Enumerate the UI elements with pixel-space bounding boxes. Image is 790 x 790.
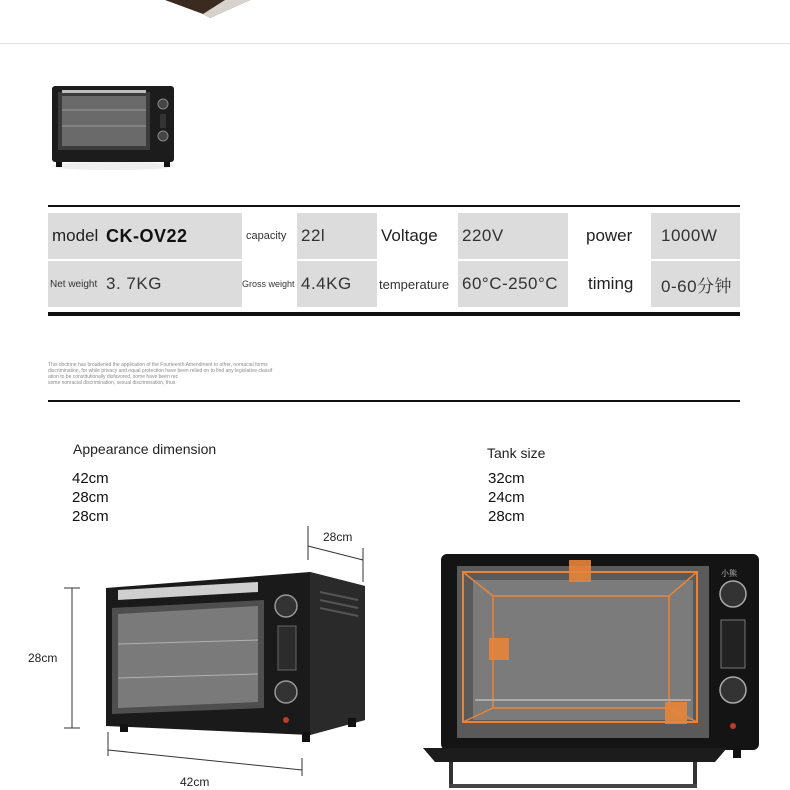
spec-table [48, 213, 740, 309]
oven-thumbnail-image [48, 80, 178, 170]
spec-bottom-rule [48, 312, 740, 316]
appearance-value: 28cm [72, 508, 109, 525]
spec-label-capacity: capacity [242, 213, 297, 259]
section-divider [48, 400, 740, 402]
spec-value-voltage: 220V [458, 213, 568, 259]
top-divider [0, 43, 790, 44]
appearance-value: 42cm [72, 470, 109, 487]
spec-label-model: model [48, 213, 102, 259]
tank-value: 24cm [488, 489, 525, 506]
tank-values [488, 469, 525, 526]
spec-row-1 [48, 213, 740, 259]
appearance-value: 28cm [72, 489, 109, 506]
spec-label-timing: timing [568, 261, 651, 307]
oven-open-tank-image [415, 550, 775, 790]
fine-print: This doctrine has broadened the application of the Fourteenth Amendment to other, nonracial forms discrimination, for while privacy and equal protection have been relied on to find any legislative classif ation to be constitutionally disfavored, some have been rec some nonracial discrimination, sexual discrimination, thus [48, 362, 273, 386]
spec-value-net-weight: 3. 7KG [102, 261, 242, 307]
spec-value-temperature: 60°C-250°C [458, 261, 568, 307]
oven-closed-image [20, 520, 400, 790]
spec-label-voltage: Voltage [377, 213, 458, 259]
spec-label-power: power [568, 213, 651, 259]
spec-label-temperature: temperature [377, 261, 458, 307]
width-measure-label: 42cm [180, 775, 210, 789]
appearance-values [72, 469, 109, 526]
height-measure-label: 28cm [28, 651, 58, 665]
spec-value-timing: 0-60分钟 [651, 261, 740, 307]
spec-value-gross-weight: 4.4KG [297, 261, 377, 307]
spec-top-rule [48, 205, 740, 207]
spec-label-net-weight: Net weight [48, 261, 102, 307]
brand-mark: 小熊 [721, 569, 737, 578]
spec-row-2 [48, 261, 740, 307]
top-cropped-image [165, 0, 250, 18]
spec-label-gross-weight: Gross weight [242, 261, 297, 307]
tank-value: 28cm [488, 508, 525, 525]
depth-measure-label: 28cm [323, 530, 353, 544]
appearance-title: Appearance dimension [73, 441, 217, 457]
spec-value-capacity: 22l [297, 213, 377, 259]
tank-title: Tank size [487, 445, 546, 461]
spec-value-model: CK-OV22 [102, 213, 242, 259]
tank-value: 32cm [488, 470, 525, 487]
spec-value-power: 1000W [651, 213, 740, 259]
